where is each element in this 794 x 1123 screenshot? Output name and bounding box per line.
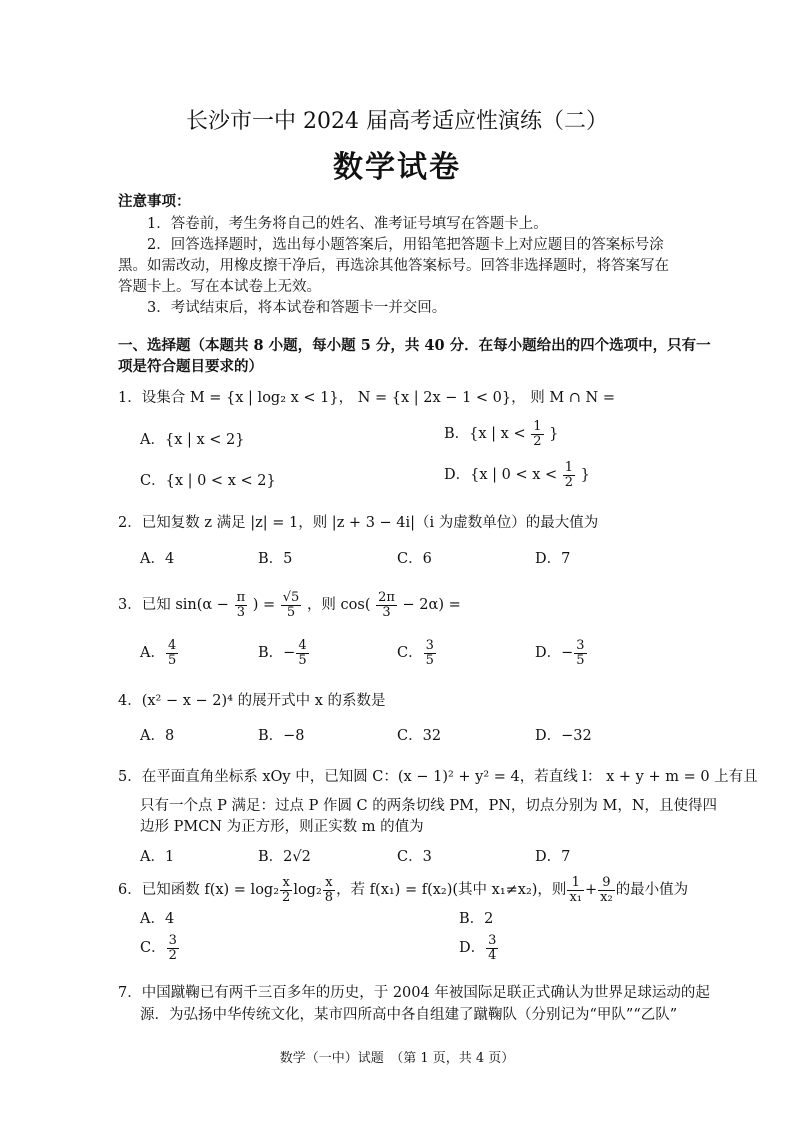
numerator: 3 (425, 638, 434, 653)
question-2-option-b: B．5 (258, 551, 293, 567)
fraction-2pi-over-3 (376, 591, 397, 619)
denominator: x₂ (600, 889, 613, 905)
numerator: x (280, 876, 292, 891)
fraction-pi-over-3 (235, 591, 248, 619)
question-1-stem: 1．设集合 M = {x | log₂ x < 1}， N = {x | 2x − 1 < 0}， 则 M ∩ N = (118, 390, 615, 406)
notes-item-2-line-1: 2．回答选择题时，选出每小题答案后，用铅笔把答题卡上对应题目的答案标号涂 (147, 237, 664, 253)
question-2-stem: 2．已知复数 z 满足 |z| = 1，则 |z + 3 − 4i|（i 为虚数单位）的最大值为 (118, 515, 599, 531)
question-3-option-a (140, 639, 179, 667)
denominator: x₁ (569, 889, 582, 905)
question-2-option-d: D．7 (535, 551, 571, 567)
option-label: C． (140, 940, 166, 957)
q6-stem-suffix: 的最小值为 (615, 882, 689, 899)
question-5-option-d: D．7 (535, 849, 571, 865)
numerator: 9 (598, 876, 615, 891)
numerator: 1 (567, 876, 584, 891)
fraction (567, 876, 584, 904)
q6-stem-prefix: 6．已知函数 f(x) = log₂ (118, 882, 280, 899)
plus-sign: + (584, 882, 598, 899)
denominator: 5 (167, 652, 177, 668)
option-label: D． (459, 940, 486, 957)
question-6-stem (118, 876, 688, 904)
question-5-option-c: C．3 (397, 849, 432, 865)
option-b-prefix: B．{x | x < (444, 426, 526, 443)
fraction (424, 639, 436, 667)
notes-item-3: 3．考试结束后，将本试卷和答题卡一并交回。 (147, 300, 447, 316)
question-3-option-d (535, 639, 588, 667)
question-1-option-d (444, 461, 590, 489)
question-3-option-b (258, 639, 310, 667)
page-footer: 数学（一中）试题 （第 1 页，共 4 页） (279, 1051, 515, 1066)
fraction (166, 639, 178, 667)
option-b-suffix: } (549, 426, 559, 443)
option-d-prefix: D．{x | 0 < x < (444, 467, 558, 484)
question-7-line-1: 7．中国蹴鞠已有两千三百多年的历史，于 2004 年被国际足联正式确认为世界足球运动的起 (118, 985, 710, 1001)
fraction (296, 639, 308, 667)
notes-heading: 注意事项： (118, 193, 191, 210)
fraction (280, 876, 292, 904)
denominator: 3 (236, 604, 245, 620)
option-label: D．− (535, 645, 574, 662)
denominator: 2 (533, 433, 542, 449)
section-heading-line-2: 项是符合题目要求的） (118, 358, 263, 375)
denominator: 2 (282, 889, 291, 905)
numerator: 1 (564, 460, 574, 475)
fraction (563, 461, 575, 489)
question-3-option-c (397, 639, 437, 667)
numerator: 4 (298, 638, 307, 653)
numerator: x (323, 876, 335, 891)
question-7-line-2: 源．为弘扬中华传统文化，某市四所高中各自组建了蹴鞠队（分别记为“甲队”“乙队” (140, 1007, 678, 1023)
fraction-sqrt5-over-5 (281, 591, 302, 619)
question-4-option-b: B．−8 (258, 728, 305, 744)
q3-stem-mid2: ，则 cos( (306, 597, 371, 614)
question-6-option-d (459, 934, 499, 962)
numerator: 2π (378, 590, 395, 605)
question-4-option-a: A．8 (140, 728, 175, 744)
question-2-option-a: A．4 (140, 551, 175, 567)
question-6-option-a: A．4 (140, 911, 175, 927)
question-5-line-2: 只有一个点 P 满足：过点 P 作圆 C 的两条切线 PM，PN，切点分别为 M，N，且使得四 (140, 798, 718, 814)
question-6-option-c (140, 934, 180, 962)
question-5-line-3: 边形 PMCN 为正方形，则正实数 m 的值为 (140, 819, 424, 835)
section-heading-line-1: 一、选择题（本题共 8 小题，每小题 5 分，共 40 分．在每小题给出的四个选项中，只有一 (118, 337, 711, 354)
option-label: B．− (258, 645, 296, 662)
question-1-option-a: A．{x | x < 2} (140, 432, 245, 448)
q3-stem-suffix: − 2α) = (402, 597, 461, 614)
numerator: √5 (282, 590, 300, 605)
fraction (598, 876, 615, 904)
question-5-option-a: A．1 (140, 849, 175, 865)
denominator: 8 (324, 889, 334, 905)
numerator: 4 (167, 638, 177, 653)
fraction (531, 420, 543, 448)
notes-item-2-line-3: 答题卡上。写在本试卷上无效。 (118, 279, 321, 295)
denominator: 5 (576, 652, 585, 668)
numerator: π (236, 590, 246, 605)
option-label: A． (140, 645, 165, 662)
question-1-option-b (444, 420, 558, 448)
question-2-option-c: C．6 (397, 551, 432, 567)
notes-item-2-line-2: 黑。如需改动，用橡皮擦干净后，再选涂其他答案标号。回答非选择题时，将答案写在 (118, 258, 669, 274)
q6-stem-mid1: log₂ (293, 882, 322, 899)
fraction (323, 876, 335, 904)
numerator: 3 (488, 933, 497, 948)
fraction (486, 934, 498, 962)
denominator: 4 (488, 947, 497, 963)
denominator: 2 (564, 474, 574, 490)
q3-stem-mid1: ) = (252, 597, 276, 614)
fraction (167, 934, 179, 962)
numerator: 3 (168, 933, 177, 948)
question-5-line-1: 5．在平面直角坐标系 xOy 中，已知圆 C：(x − 1)² + y² = 4，若直线 l： x + y + m = 0 上有且 (118, 769, 758, 785)
question-1-option-c: C．{x | 0 < x < 2} (140, 473, 276, 489)
question-4-stem: 4．(x² − x − 2)⁴ 的展开式中 x 的系数是 (118, 693, 386, 709)
q3-stem-prefix: 3．已知 sin(α − (118, 597, 229, 614)
denominator: 5 (425, 652, 434, 668)
numerator: 3 (576, 638, 585, 653)
question-4-option-c: C．32 (397, 728, 442, 744)
question-4-option-d: D．−32 (535, 728, 592, 744)
exam-title: 长沙市一中 2024 届高考适应性演练（二） (186, 109, 608, 134)
denominator: 5 (286, 604, 296, 620)
q6-stem-mid2: ，若 f(x₁) = f(x₂)(其中 x₁≠x₂)，则 (336, 882, 567, 899)
notes-item-1: 1．答卷前，考生务将自己的姓名、准考证号填写在答题卡上。 (147, 216, 548, 232)
option-d-suffix: } (580, 467, 590, 484)
denominator: 2 (168, 947, 177, 963)
exam-subject-title: 数学试卷 (333, 150, 461, 185)
question-5-option-b: B．2√2 (258, 849, 311, 865)
denominator: 5 (298, 652, 307, 668)
numerator: 1 (533, 419, 542, 434)
denominator: 3 (382, 604, 391, 620)
question-3-stem (118, 591, 461, 619)
option-label: C． (397, 645, 423, 662)
fraction (574, 639, 586, 667)
question-6-option-b: B．2 (459, 911, 494, 927)
